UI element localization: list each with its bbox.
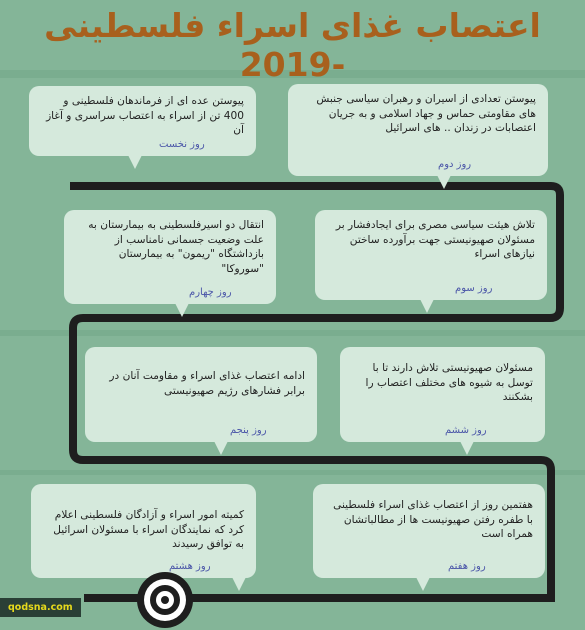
page-title: اعتصاب غذای اسراء فلسطینی -2019 — [44, 6, 541, 84]
bubble-pointer — [128, 155, 142, 169]
event-text: هفتمین روز از اعتصاب غذای اسراء فلسطینی با طفره رفتن صهیونیست ها از مطالباتشان همراه است — [333, 499, 533, 540]
bubble-pointer — [437, 175, 451, 189]
timeline-event-day-8 — [31, 484, 256, 578]
bubble-pointer — [416, 577, 430, 591]
bubble-pointer — [420, 299, 434, 313]
event-day-label: روز پنجم — [230, 424, 267, 436]
event-day-label: روز چهارم — [189, 286, 232, 298]
timeline-event-day-3 — [315, 210, 547, 300]
event-text: ادامه اعتصاب غذای اسراء و مقاومت آنان در برابر فشارهای رژیم صهیونیستی — [109, 370, 305, 397]
timeline-event-day-1 — [29, 86, 256, 156]
bubble-pointer — [214, 441, 228, 455]
event-text: کمیته امور اسراء و آزادگان فلسطینی اعلام کرد که نمایندگان اسراء با مسئولان اسرائیل به توافق رسیدند — [53, 509, 244, 550]
timeline-event-day-5 — [85, 347, 317, 442]
event-day-label: روز ششم — [445, 424, 487, 436]
event-day-label: روز دوم — [438, 158, 472, 170]
bubble-pointer — [460, 441, 474, 455]
event-text: پیوستن عده ای از فرماندهان فلسطینی و 400 تن از اسراء به اعتصاب سراسری و آغاز آن — [46, 95, 244, 136]
event-text: پیوستن تعدادی از اسیران و رهبران سیاسی جنبش های مقاومتی حماس و جهاد اسلامی و به جریان اعتصابات در زندان .. های اسرائیل — [316, 93, 536, 134]
event-text: مسئولان صهیونیستی تلاش دارند تا با توسل به شیوه های مختلف اعتصاب را بشکنند — [365, 362, 533, 403]
timeline-start-target-icon — [135, 570, 195, 630]
bubble-pointer — [175, 303, 189, 317]
event-day-label: روز هفتم — [448, 560, 486, 572]
event-text: انتقال دو اسیرفلسطینی به بیمارستان به علت وضعیت جسمانی نامناسب از بازداشتگاه "ریمون" به بیمارستان "سوروکا" — [88, 219, 264, 275]
timeline-event-day-2 — [288, 84, 548, 176]
event-day-label: روز سوم — [455, 282, 493, 294]
event-day-label: روز هشتم — [169, 560, 211, 572]
event-day-label: روز نخست — [159, 138, 205, 150]
timeline-event-day-7 — [313, 484, 545, 578]
site-logo: qodsna.com — [0, 598, 81, 617]
timeline-event-day-6 — [340, 347, 545, 442]
timeline-event-day-4 — [64, 210, 276, 304]
bubble-pointer — [232, 577, 246, 591]
event-text: تلاش هیئت سیاسی مصری برای ایجادفشار بر مسئولان صهیونیستی جهت برآورده ساختن نیازهای اسراء — [335, 219, 535, 260]
